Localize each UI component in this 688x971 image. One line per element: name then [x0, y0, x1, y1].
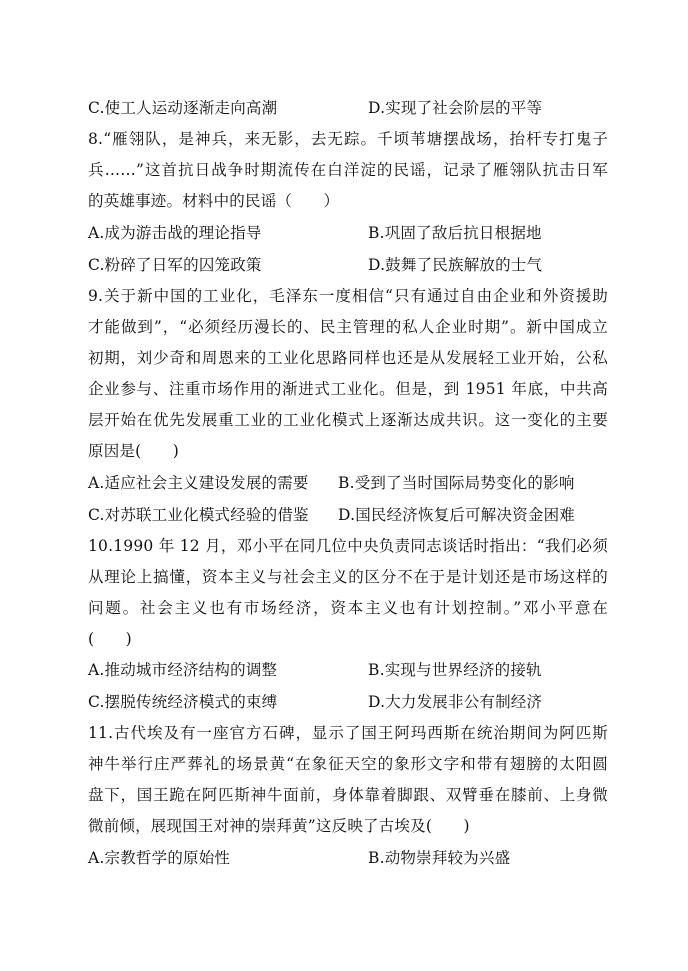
q10-option-d: D.大力发展非公有制经济 [368, 693, 543, 711]
q8-line-2: 兵……”这首抗日战争时期流传在白洋淀的民谣，记录了雁翎队抗击日军 [88, 161, 608, 179]
q9-line-5: 层开始在优先发展重工业的工业化模式上逐渐达成共识。这一变化的主要 [88, 411, 608, 429]
q11-line-2: 神牛举行庄严葬礼的场景黄“在象征天空的象形文字和带有翅膀的太阳圆 [88, 755, 608, 773]
q9-option-a: A.适应社会主义建设发展的需要 [88, 474, 309, 492]
q9-option-d: D.国民经济恢复后可解决资金困难 [338, 506, 576, 524]
q8-option-a: A.成为游击战的理论指导 [88, 224, 262, 242]
q10-line-3: 问题。社会主义也有市场经济，资本主义也有计划控制。”邓小平意在 [88, 599, 608, 617]
q10-option-a: A.推动城市经济结构的调整 [88, 661, 278, 679]
q10-option-b: B.实现与世界经济的接轨 [368, 661, 542, 679]
q8-option-c: C.粉碎了日军的囚笼政策 [88, 256, 262, 274]
q8-option-d: D.鼓舞了民族解放的士气 [368, 256, 543, 274]
q9-line-6: 原因是( ) [88, 442, 179, 460]
q9-option-b: B.受到了当时国际局势变化的影响 [338, 474, 575, 492]
q11-line-1: 11.古代埃及有一座官方石碑，显示了国王阿玛西斯在统治期间为阿匹斯 [88, 724, 608, 742]
q9-line-1: 9.关于新中国的工业化，毛泽东一度相信“只有通过自由企业和外资援助 [88, 287, 608, 305]
q10-option-c: C.摆脱传统经济模式的束缚 [88, 693, 278, 711]
prev-option-c: C.使工人运动逐渐走向高潮 [88, 99, 278, 117]
q9-line-3: 初期，刘少奇和周恩来的工业化思路同样也还是从发展轻工业开始，公私 [88, 349, 608, 367]
prev-option-d: D.实现了社会阶层的平等 [368, 99, 543, 117]
q11-line-3: 盘下，国王跪在阿匹斯神牛面前，身体靠着脚跟、双臂垂在膝前、上身微 [88, 786, 608, 804]
q8-line-3: 的英雄事迹。材料中的民谣（ ） [88, 192, 340, 210]
q10-line-2: 从理论上搞懂，资本主义与社会主义的区分不在于是计划还是市场这样的 [88, 568, 608, 586]
q9-line-4: 企业参与、注重市场作用的渐进式工业化。但是，到 1951 年底，中共高 [88, 380, 608, 398]
q9-option-c: C.对苏联工业化模式经验的借鉴 [88, 506, 309, 524]
q11-option-a: A.宗教哲学的原始性 [88, 849, 231, 867]
q11-line-4: 微前倾，展现国王对神的崇拜黄”这反映了古埃及( ) [88, 817, 470, 835]
q10-line-4: ( ) [88, 630, 132, 648]
q9-line-2: 才能做到”，“必须经历漫长的、民主管理的私人企业时期”。新中国成立 [88, 318, 608, 336]
q11-option-b: B.动物崇拜较为兴盛 [368, 849, 511, 867]
q8-option-b: B.巩固了敌后抗日根据地 [368, 224, 542, 242]
q10-line-1: 10.1990 年 12 月，邓小平在同几位中央负责同志谈话时指出：“我们必须 [88, 537, 608, 555]
q8-line-1: 8.“雁翎队，是神兵，来无影，去无踪。千顷苇塘摆战场，抬杆专打鬼子 [88, 130, 608, 148]
